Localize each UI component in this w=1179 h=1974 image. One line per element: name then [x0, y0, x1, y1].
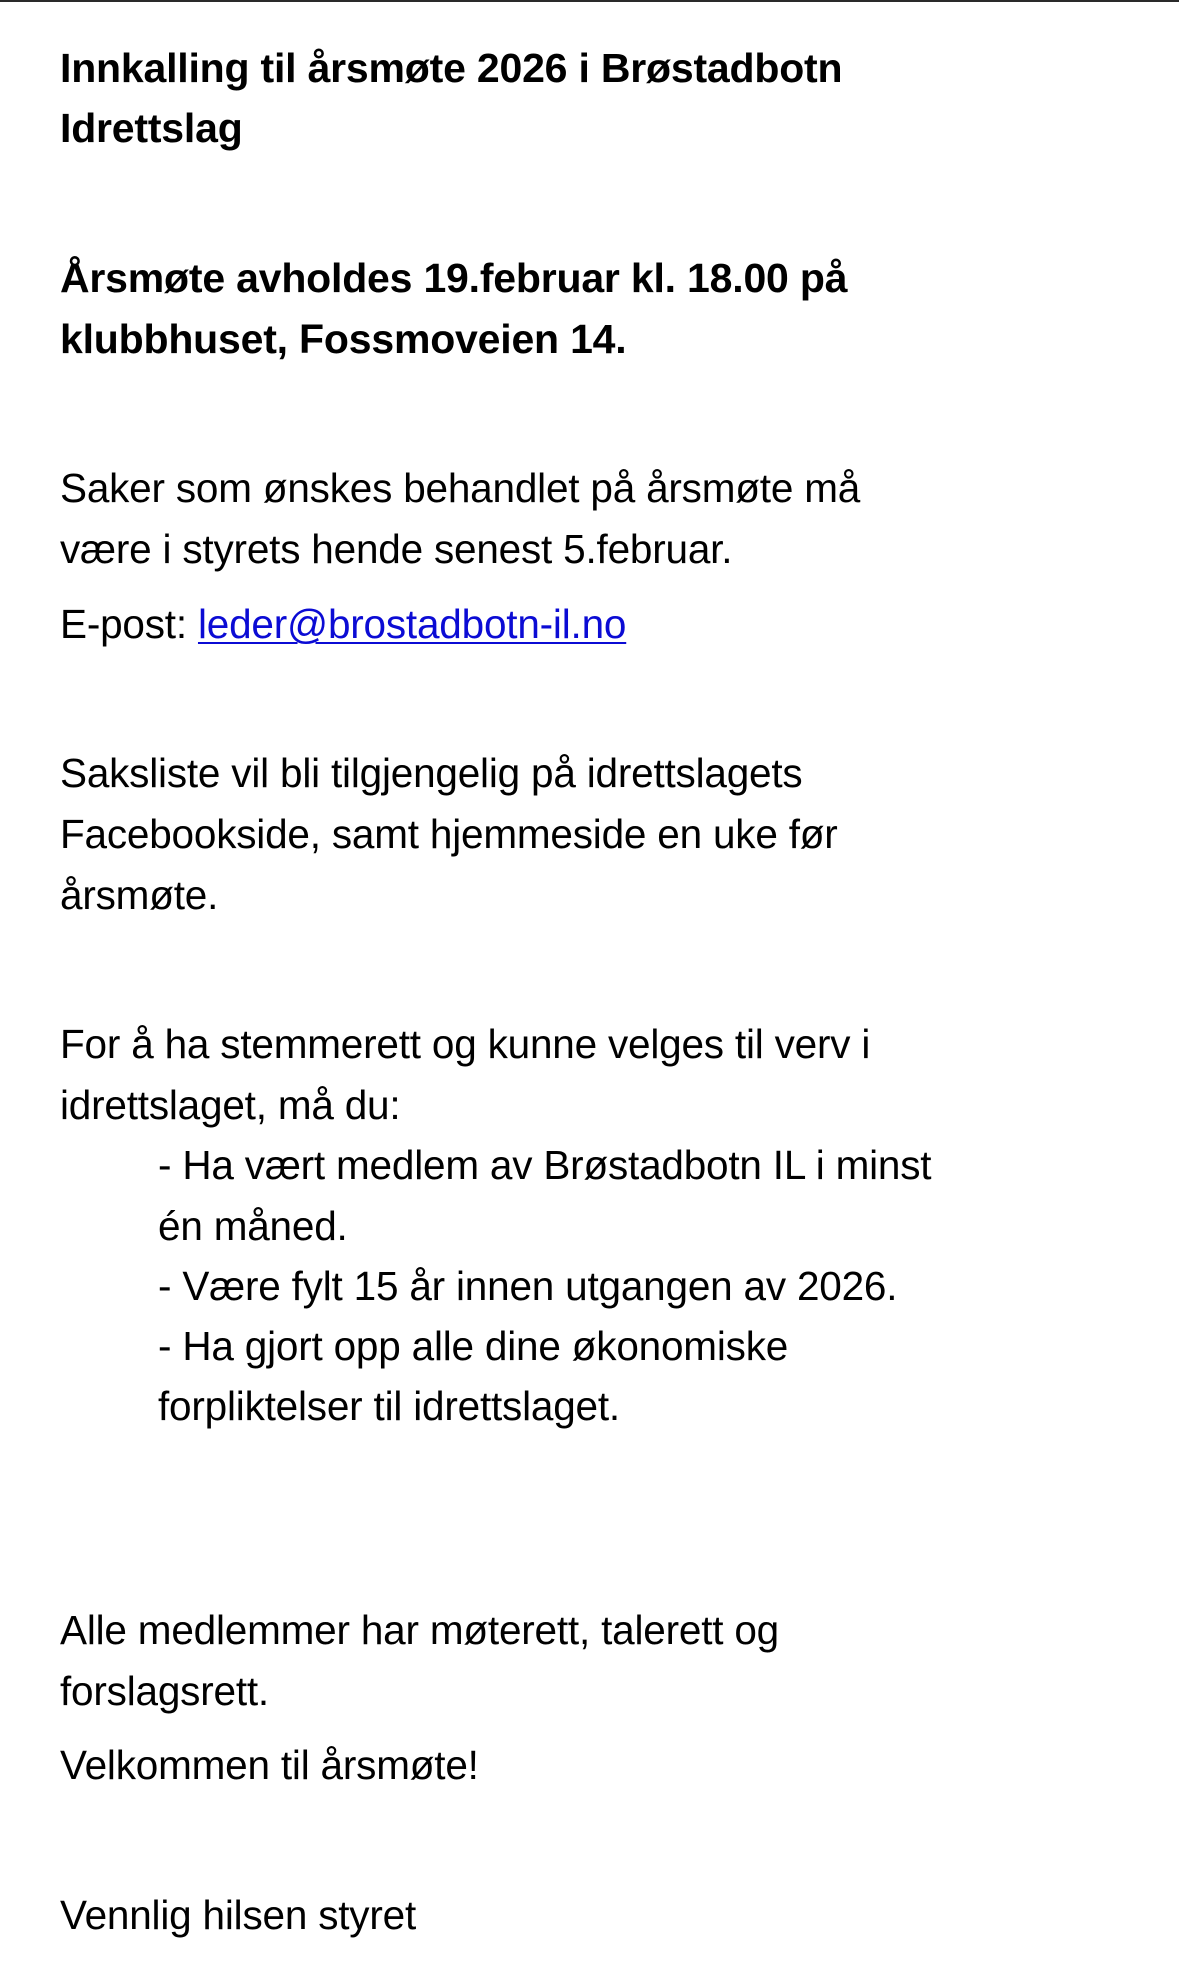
requirement-item: - Ha vært medlem av Brøstadbotn IL i minst — [158, 1142, 932, 1188]
voting-intro-line-1: For å ha stemmerett og kunne velges til verv i — [60, 1021, 871, 1067]
rights-text-line-1: Alle medlemmer har møterett, talerett og — [60, 1607, 780, 1653]
meeting-info-line-1: Årsmøte avholdes 19.februar kl. 18.00 på — [60, 255, 848, 301]
document-title-line-2: Idrettslag — [60, 105, 243, 151]
rights-text-line-2: forslagsrett. — [60, 1668, 269, 1714]
requirement-item: - Være fylt 15 år innen utgangen av 2026. — [158, 1263, 898, 1309]
welcome-text: Velkommen til årsmøte! — [60, 1742, 479, 1788]
requirement-item: - Ha gjort opp alle dine økonomiske — [158, 1323, 789, 1369]
requirement-item-cont: én måned. — [158, 1203, 348, 1249]
agenda-text-line-1: Saksliste vil bli tilgjengelig på idrettslagets — [60, 750, 803, 796]
document-title-line-1: Innkalling til årsmøte 2026 i Brøstadbotn — [60, 45, 843, 91]
top-border — [0, 0, 1179, 2]
requirement-item-cont: forpliktelser til idrettslaget. — [158, 1383, 620, 1429]
agenda-text-line-3: årsmøte. — [60, 872, 219, 918]
email-line — [60, 594, 626, 654]
signoff-text: Vennlig hilsen styret — [60, 1892, 417, 1938]
agenda-text-line-2: Facebookside, samt hjemmeside en uke før — [60, 811, 838, 857]
cases-text-line-1: Saker som ønskes behandlet på årsmøte må — [60, 465, 861, 511]
meeting-info-line-2: klubbhuset, Fossmoveien 14. — [60, 316, 627, 362]
email-link[interactable]: leder@brostadbotn-il.no — [197, 601, 627, 647]
voting-intro-line-2: idrettslaget, må du: — [60, 1082, 401, 1128]
email-label: E-post: — [60, 601, 198, 647]
cases-text-line-2: være i styrets hende senest 5.februar. — [60, 526, 733, 572]
